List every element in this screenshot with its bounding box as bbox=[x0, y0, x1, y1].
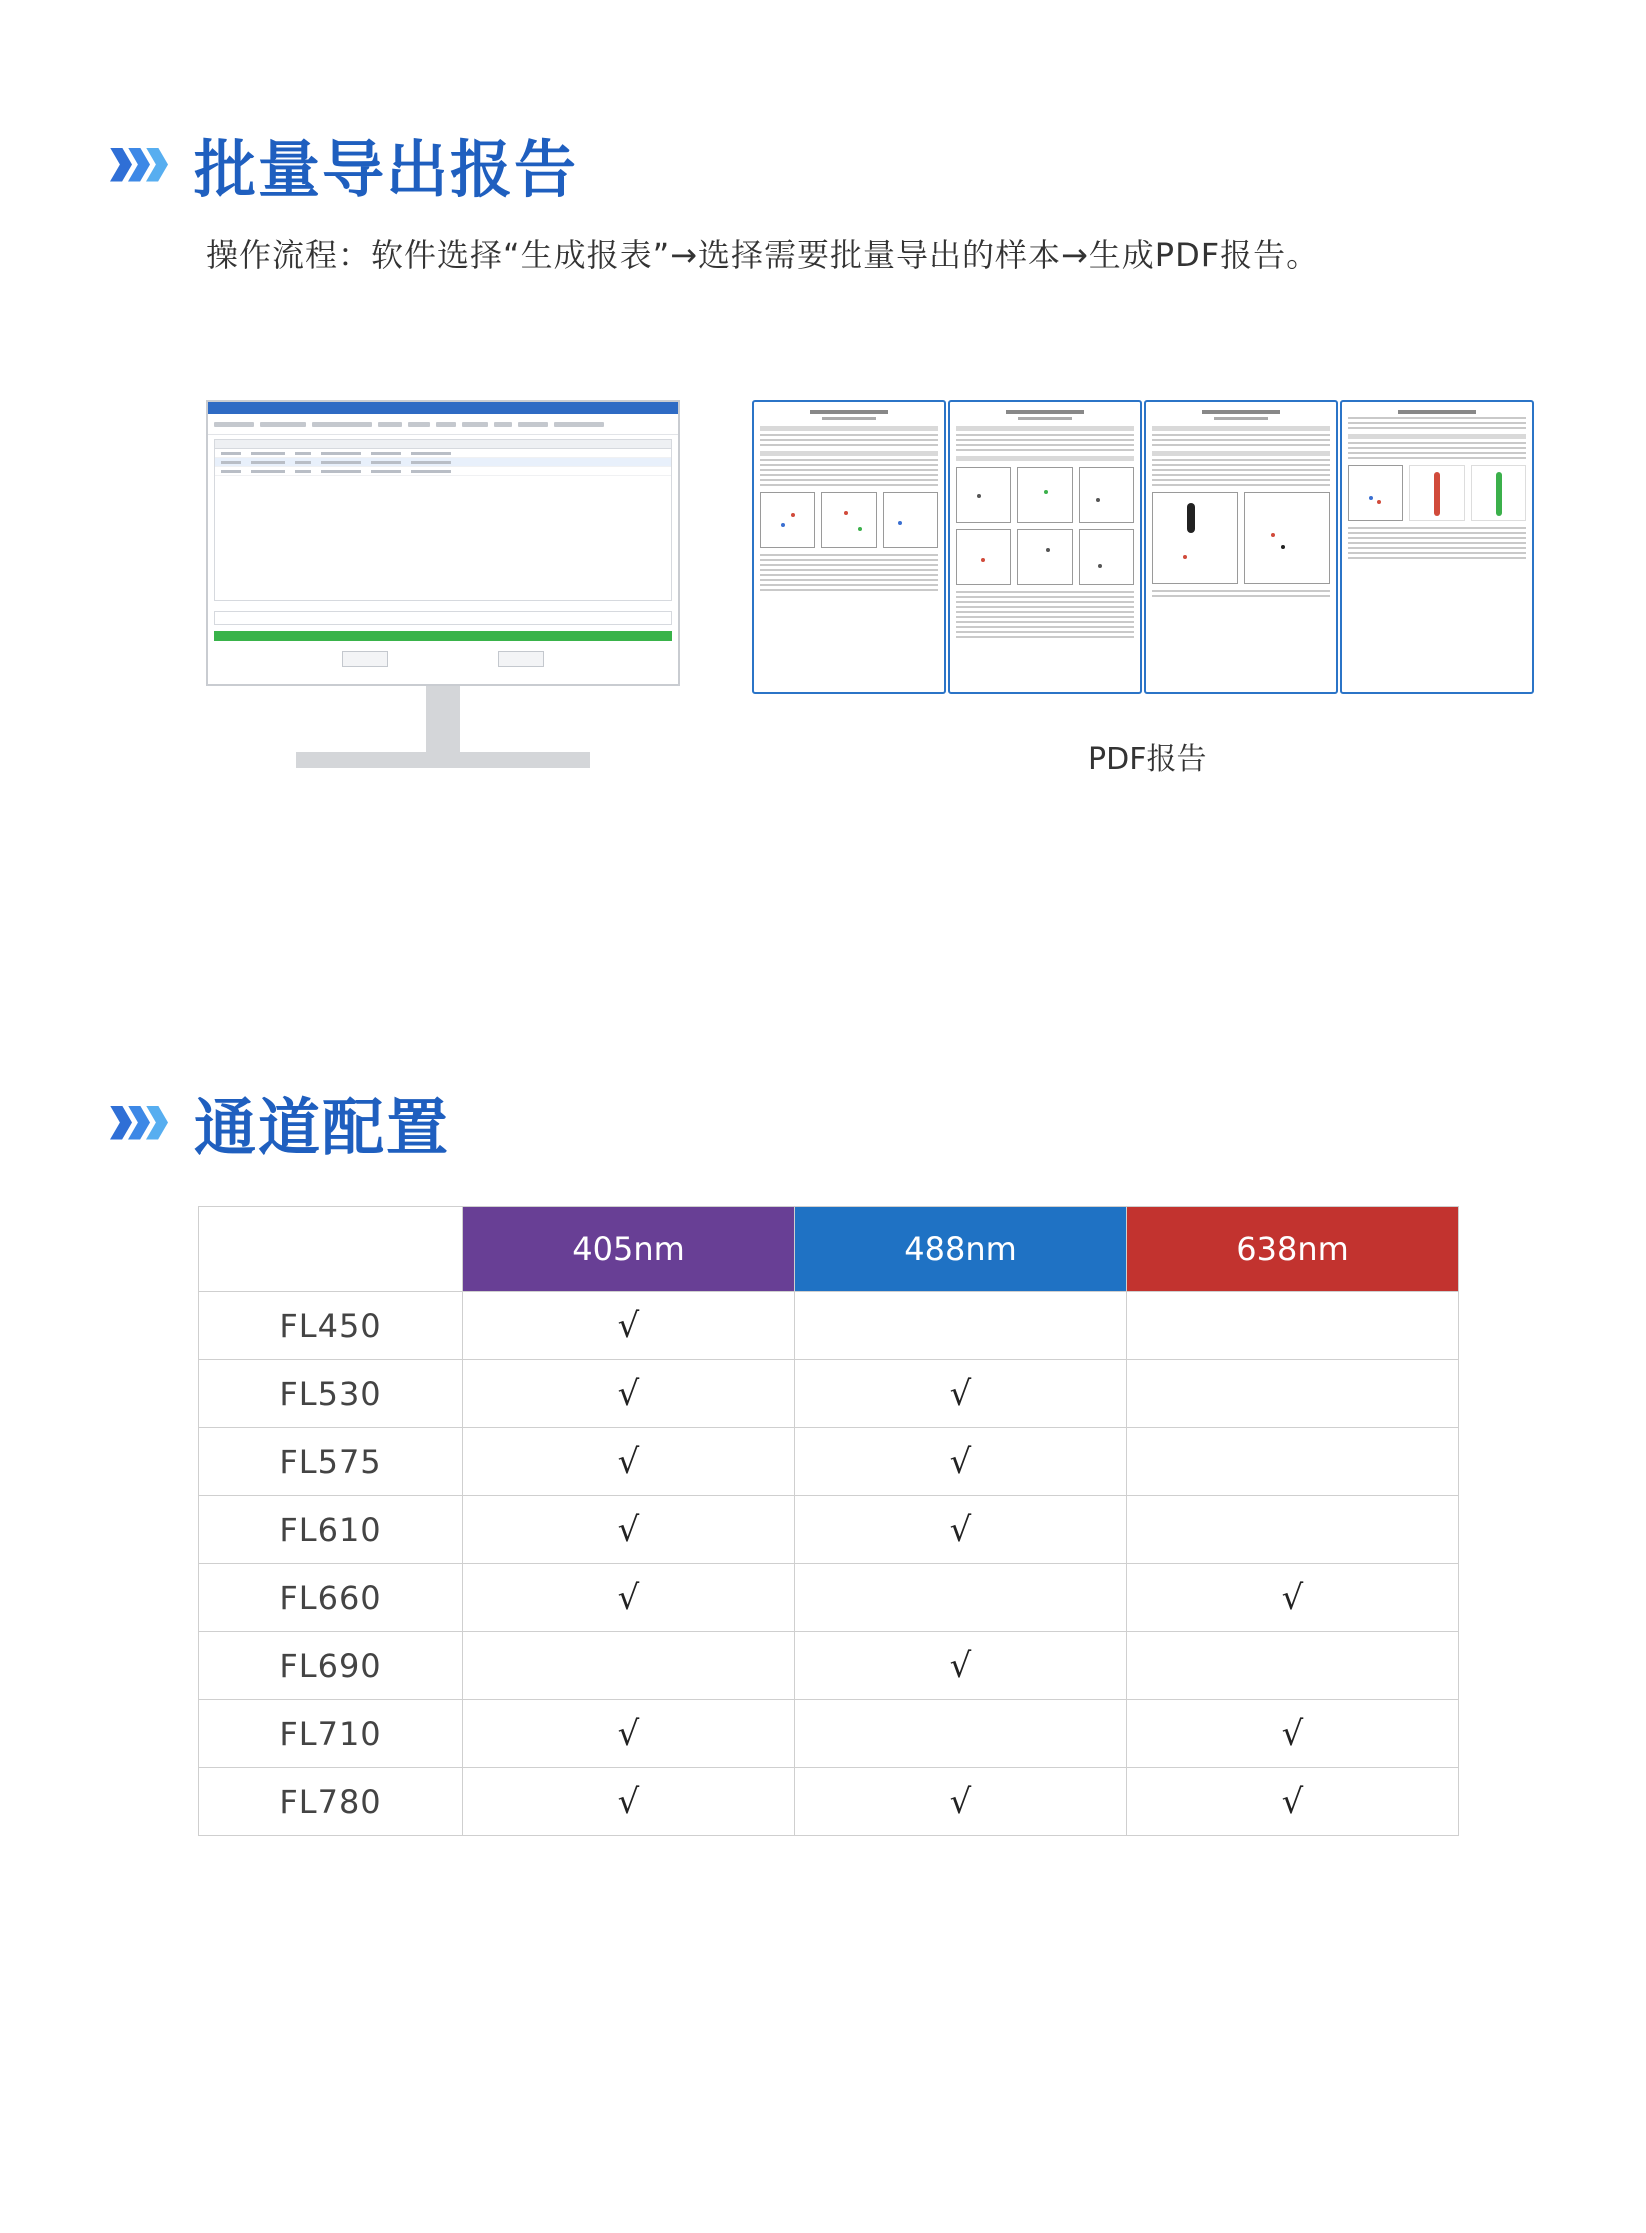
table-header-row bbox=[199, 1207, 1459, 1292]
section-heading: 通道配置 bbox=[194, 1091, 451, 1164]
table-row bbox=[199, 1292, 1459, 1360]
channel-label: FL530 bbox=[199, 1360, 463, 1428]
channel-check-cell bbox=[1127, 1292, 1459, 1360]
channel-label: FL660 bbox=[199, 1564, 463, 1632]
channel-check-cell bbox=[1127, 1496, 1459, 1564]
section-title-channel-config bbox=[110, 1078, 450, 1167]
pdf-report-page bbox=[948, 400, 1142, 694]
channel-check-cell: √ bbox=[1127, 1564, 1459, 1632]
laser-header: 638nm bbox=[1127, 1207, 1459, 1292]
channel-check-cell bbox=[795, 1700, 1127, 1768]
channel-config-table bbox=[198, 1206, 1459, 1836]
channel-check-cell: √ bbox=[463, 1428, 795, 1496]
monitor-base bbox=[296, 752, 590, 768]
channel-check-cell bbox=[795, 1292, 1127, 1360]
channel-check-cell bbox=[1127, 1428, 1459, 1496]
section-title-batch-export bbox=[110, 120, 578, 209]
channel-check-cell: √ bbox=[795, 1428, 1127, 1496]
channel-check-cell: √ bbox=[795, 1768, 1127, 1836]
close-button-illustration bbox=[498, 651, 544, 667]
pdf-report-page bbox=[1144, 400, 1338, 694]
pdf-report-caption: PDF报告 bbox=[1088, 742, 1207, 777]
table-row bbox=[199, 1768, 1459, 1836]
channel-check-cell: √ bbox=[463, 1768, 795, 1836]
table-corner-cell bbox=[199, 1207, 463, 1292]
table-row bbox=[199, 1632, 1459, 1700]
progress-bar bbox=[214, 631, 672, 641]
sample-grid bbox=[214, 439, 672, 601]
channel-check-cell: √ bbox=[795, 1496, 1127, 1564]
channel-check-cell: √ bbox=[1127, 1700, 1459, 1768]
channel-label: FL575 bbox=[199, 1428, 463, 1496]
window-toolbar bbox=[208, 414, 678, 435]
channel-check-cell: √ bbox=[463, 1292, 795, 1360]
monitor-stand bbox=[426, 686, 460, 756]
channel-label: FL690 bbox=[199, 1632, 463, 1700]
laser-header: 405nm bbox=[463, 1207, 795, 1292]
table-row bbox=[199, 1564, 1459, 1632]
channel-label: FL610 bbox=[199, 1496, 463, 1564]
pdf-report-page bbox=[752, 400, 946, 694]
triple-chevron-icon bbox=[110, 1106, 164, 1140]
channel-check-cell: √ bbox=[1127, 1768, 1459, 1836]
channel-check-cell bbox=[795, 1564, 1127, 1632]
channel-check-cell: √ bbox=[463, 1496, 795, 1564]
section-heading: 批量导出报告 bbox=[194, 133, 579, 206]
channel-label: FL780 bbox=[199, 1768, 463, 1836]
channel-label: FL710 bbox=[199, 1700, 463, 1768]
software-screenshot bbox=[206, 400, 680, 686]
channel-label: FL450 bbox=[199, 1292, 463, 1360]
table-row bbox=[199, 1360, 1459, 1428]
channel-check-cell: √ bbox=[795, 1632, 1127, 1700]
laser-header: 488nm bbox=[795, 1207, 1127, 1292]
table-row bbox=[199, 1700, 1459, 1768]
channel-check-cell bbox=[463, 1632, 795, 1700]
generate-button-illustration bbox=[342, 651, 388, 667]
flow-description: 操作流程：软件选择“生成报表”→选择需要批量导出的样本→生成PDF报告。 bbox=[206, 236, 1320, 274]
table-row bbox=[199, 1496, 1459, 1564]
channel-check-cell bbox=[1127, 1360, 1459, 1428]
pdf-report-page bbox=[1340, 400, 1534, 694]
channel-check-cell: √ bbox=[463, 1700, 795, 1768]
channel-check-cell: √ bbox=[795, 1360, 1127, 1428]
triple-chevron-icon bbox=[110, 148, 164, 182]
channel-check-cell: √ bbox=[463, 1360, 795, 1428]
export-path-field bbox=[214, 611, 672, 625]
table-row bbox=[199, 1428, 1459, 1496]
channel-check-cell: √ bbox=[463, 1564, 795, 1632]
channel-check-cell bbox=[1127, 1632, 1459, 1700]
window-titlebar bbox=[208, 402, 678, 414]
